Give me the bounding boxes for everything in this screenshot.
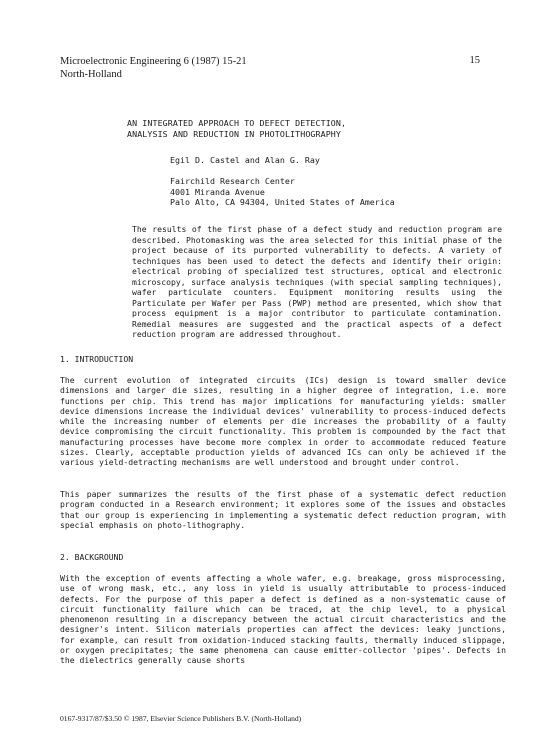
paragraph: This paper summarizes the results of the first phase of a systematic defect reduction program conducted in a Research environment; it explores some of the issues and obstacles that our group is experiencing in implementing a systematic defect reduction program, with special emphasis on photo-lithography. [60,489,506,530]
section-body-background [60,573,506,666]
publisher-name: North-Holland [60,68,122,80]
affiliation-line: Fairchild Research Center [170,176,295,186]
page-number: 15 [469,55,480,66]
paragraph: The current evolution of integrated circuits (ICs) design is toward smaller device dimensions and larger die sizes, resulting in a higher degree of integration, i.e. more functions per chip. This trend has major implications for manufacturing yields: smaller device dimensions increase the individual devices' vulnerability to process-induced defects while the increasing number of elements per die increases the probability of a faulty device compromising the circuit functionality. This problem is compounded by the fact that manufacturing processes have become more complex in order to accommodate reduced feature sizes. Clearly, acceptable production yields of advanced ICs can only be achieved if the various yield-detracting mechanisms are well understood and brought under control. [60,375,506,468]
title-line: AN INTEGRATED APPROACH TO DEFECT DETECTION, [127,118,347,128]
abstract-text: The results of the first phase of a defect study and reduction program are described. Photomasking was the area selected for this initial phase of the project because of its purported vulnerability to defects. A variety of techniques has been used to detect the defects and identify their origin: electrical probing of specialized test structures, optical and electronic microscopy, surface analysis techniques (with special sampling techniques), wafer particulate counters. Equipment monitoring results using the Particulate per Wafer per Pass (PWP) method are presented, which show that process equipment is a major contributor to particulate contamination. Remedial measures are suggested and the practical aspects of a defect reduction program are addressed throughout. [132,224,502,339]
section-heading-background: 2. BACKGROUND [60,552,124,562]
paragraph: With the exception of events affecting a whole wafer, e.g. breakage, gross misprocessing, use of wrong mask, etc., any loss in yield is usually attributable to process-induced defects. For the purpose of this paper a defect is defined as a non-systematic cause of circuit functionality failure which can be traced, at the chip level, to a physical phenomenon resulting in a discrepancy between the actual circuit characteristics and the designer's intent. Silicon materials properties can affect the devices: leaky junctions, for example, can result from oxidation-induced stacking faults, thermally induced slippage, or oxygen precipitates; the same phenomena can cause emitter-collector 'pipes'. Defects in the dielectrics generally cause shorts [60,573,506,666]
section-body-introduction [60,375,506,468]
abstract [132,224,502,340]
journal-citation: Microelectronic Engineering 6 (1987) 15-21 [60,56,247,67]
affiliation-line: 4001 Miranda Avenue [170,186,265,197]
author-list: Egil D. Castel and Alan G. Ray [170,155,320,165]
section-body-introduction-continued [60,489,506,530]
title-line: ANALYSIS AND REDUCTION IN PHOTOLITHOGRAPHY [127,129,341,139]
paper-title [127,118,346,140]
section-heading-introduction: 1. INTRODUCTION [60,354,134,364]
affiliation [170,176,395,208]
copyright-footer: 0167-9317/87/$3.50 © 1987, Elsevier Science Publishers B.V. (North-Holland) [60,714,302,723]
journal-header [60,56,247,81]
affiliation-line: Palo Alto, CA 94304, United States of America [170,197,395,207]
